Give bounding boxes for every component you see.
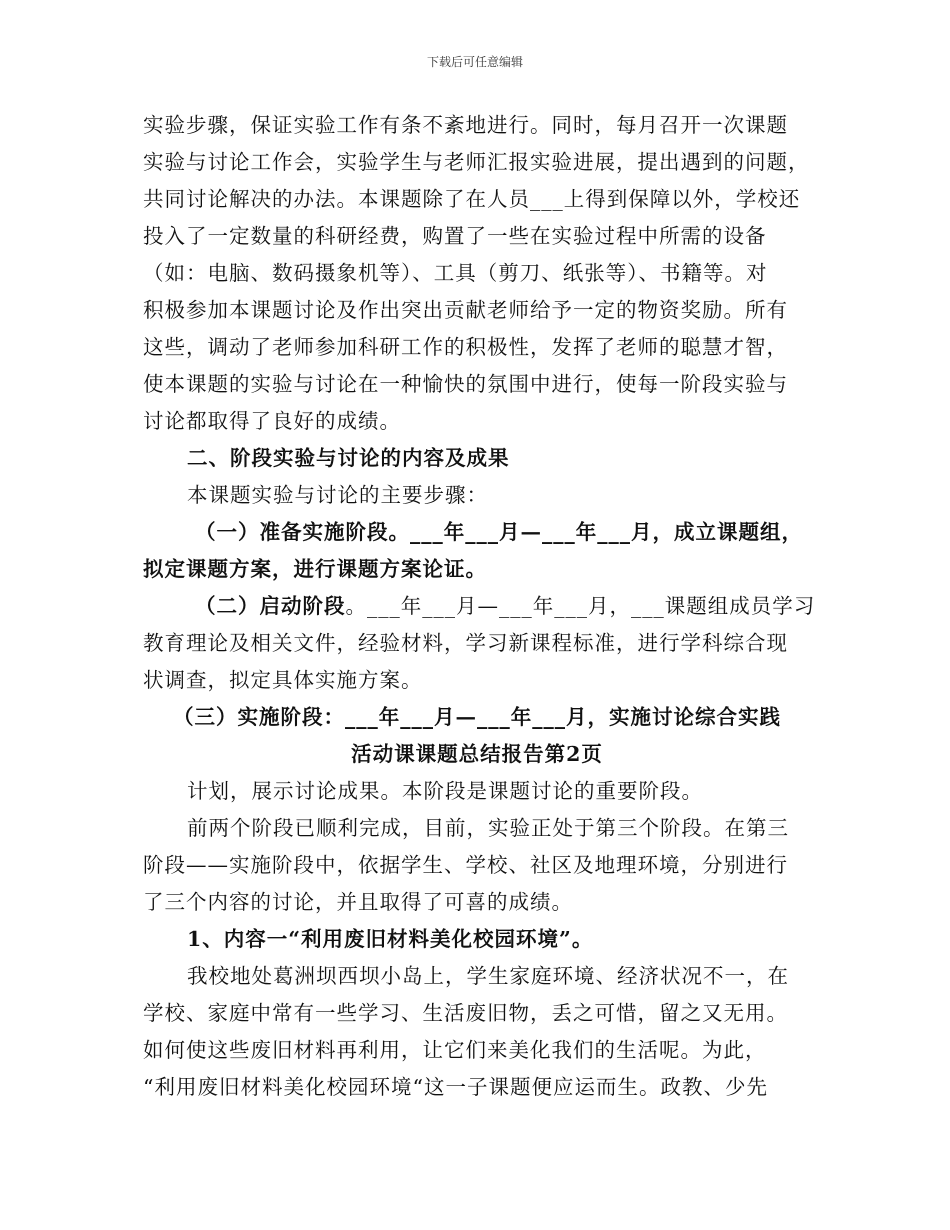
body-line: 共同讨论解决的办法。本课题除了在人员___上得到保障以外，学校还 (143, 187, 801, 211)
document-body (143, 107, 816, 1106)
page-title-inline: 活动课课题总结报告第2页 (351, 742, 603, 766)
page-header: 下载后可任意编辑 (426, 55, 523, 69)
body-line: 本课题实验与讨论的主要步骤： (187, 483, 488, 507)
body-line: 状调查，拟定具体实施方案。 (143, 668, 423, 692)
stage-heading-cont: 拟定课题方案，进行课题方案论证。 (143, 557, 487, 581)
body-line: 学校、家庭中常有一些学习、生活废旧物，丢之可惜，留之又无用。 (143, 1001, 788, 1025)
body-line: 使本课题的实验与讨论在一种愉快的氛围中进行，使每一阶段实验与 (143, 372, 788, 396)
body-line: 积极参加本课题讨论及作出突出贡献老师给予一定的物资奖励。所有 (143, 298, 788, 322)
stage-label: （二）启动阶段 (195, 594, 346, 618)
section-heading: 二、阶段实验与讨论的内容及成果 (187, 446, 510, 470)
body-line: 实验步骤，保证实验工作有条不紊地进行。同时，每月召开一次课题 (143, 113, 788, 137)
body-line: 计划，展示讨论成果。本阶段是课题讨论的重要阶段。 (187, 779, 703, 803)
body-line: 阶段——实施阶段中，依据学生、学校、社区及地理环境，分别进行 (143, 853, 788, 877)
body-line: （如：电脑、数码摄象机等）、工具（剪刀、纸张等）、书籍等。对 (143, 261, 768, 285)
body-line: 了三个内容的讨论，并且取得了可喜的成绩。 (143, 890, 573, 914)
body-line: “利用废旧材料美化校园环境“这一子课题便应运而生。政教、少先 (143, 1075, 768, 1099)
body-line: 这些，调动了老师参加科研工作的积极性，发挥了老师的聪慧才智， (143, 335, 788, 359)
body-line: 前两个阶段已顺利完成，目前，实验正处于第三个阶段。在第三 (187, 816, 789, 840)
body-line: 我校地处葛洲坝西坝小岛上，学生家庭环境、经济状况不一，在 (187, 964, 789, 988)
body-line: 实验与讨论工作会，实验学生与老师汇报实验进展，提出遇到的问题， (143, 150, 810, 174)
body-line: 讨论都取得了良好的成绩。 (143, 409, 401, 433)
stage-heading: （一）准备实施阶段。___年___月—___年___月，成立课题组， (195, 520, 803, 544)
content-heading: 1、内容一“利用废旧材料美化校园环境”。 (187, 927, 594, 951)
body-line: 教育理论及相关文件，经验材料，学习新课程标准，进行学科综合现 (143, 631, 788, 655)
body-line: 如何使这些废旧材料再利用，让它们来美化我们的生活呢。为此， (143, 1038, 767, 1062)
stage-heading: （三）实施阶段：___年___月—___年___月，实施讨论综合实践 (173, 705, 781, 729)
stage-text: 。___年___月—___年___月，___课题组成员学习 (345, 594, 816, 618)
stage-line (143, 588, 816, 625)
body-line: 投入了一定数量的科研经费，购置了一些在实验过程中所需的设备 (143, 224, 767, 248)
